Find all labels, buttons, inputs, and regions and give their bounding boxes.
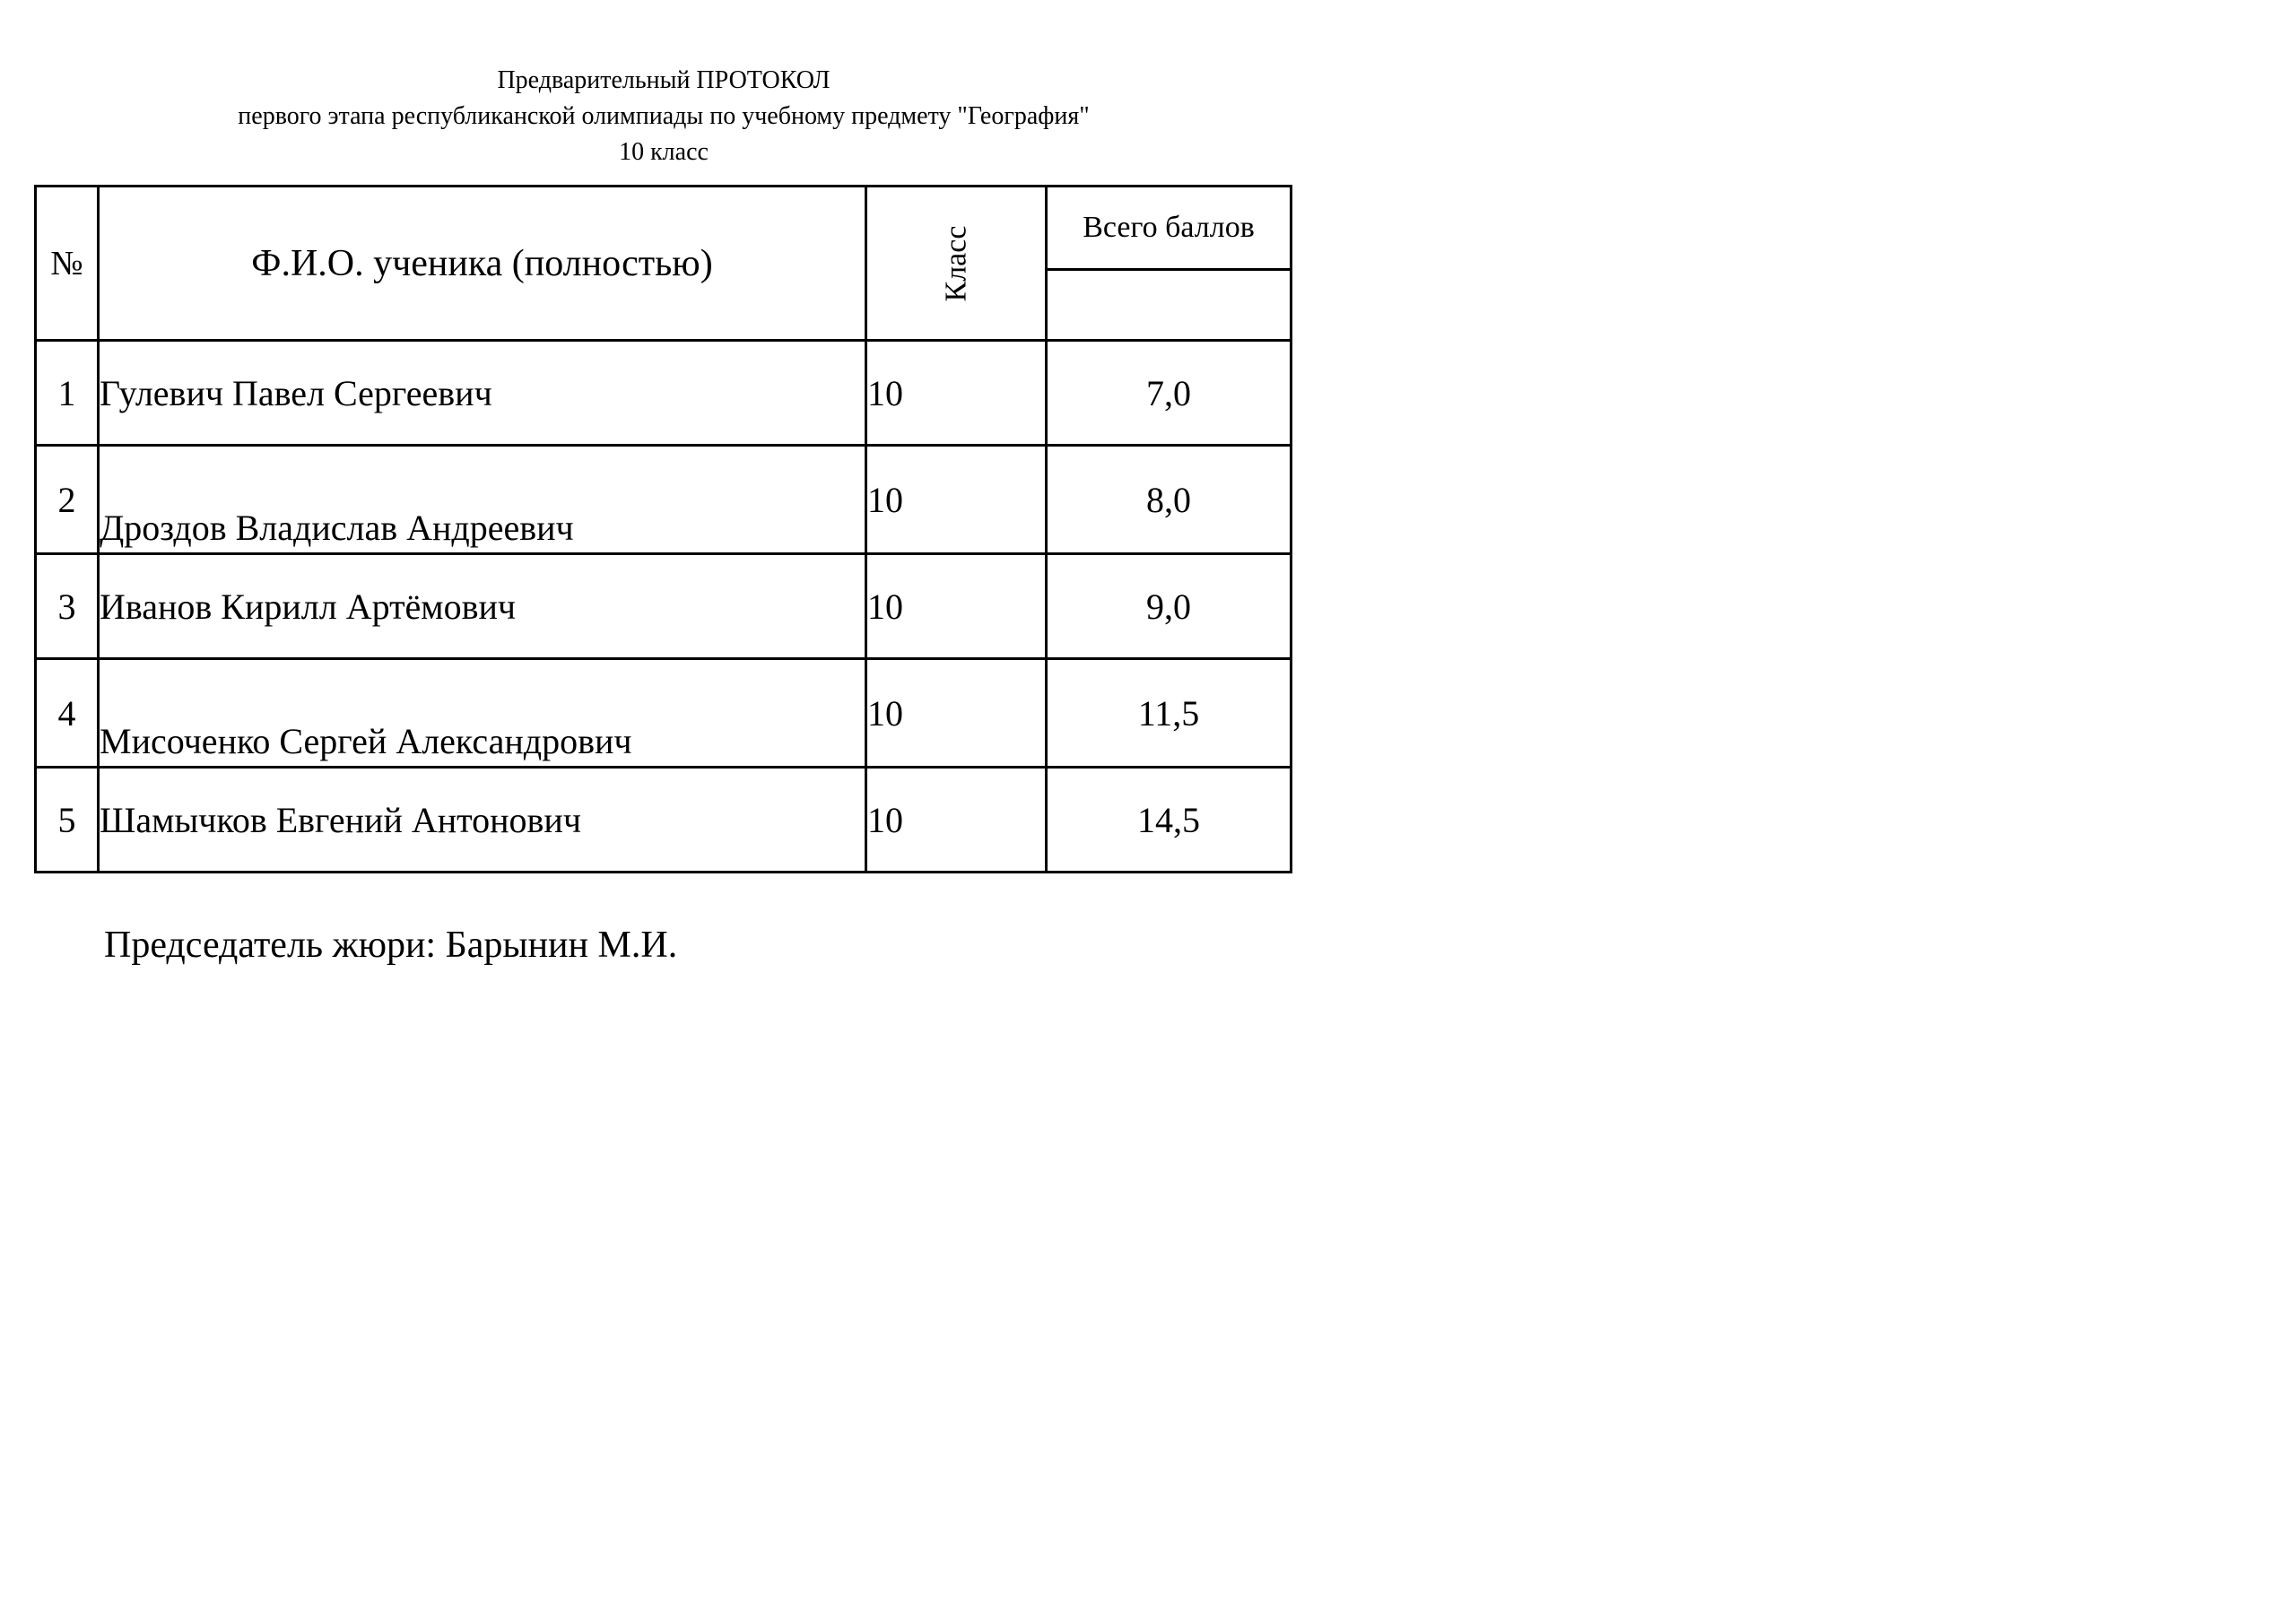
row-student-name: Дроздов Владислав Андреевич (99, 446, 866, 554)
row-class: 10 (866, 768, 1047, 873)
row-class: 10 (866, 341, 1047, 446)
row-class: 10 (866, 659, 1047, 768)
title-line-olympiad: первого этапа республиканской олимпиады по учебному предмету "География" (238, 102, 1090, 130)
row-total-score: 14,5 (1047, 768, 1292, 873)
header-total-score: Всего баллов (1047, 187, 1292, 270)
row-student-name: Шамычков Евгений Антонович (99, 768, 866, 873)
table-row (36, 768, 1292, 873)
row-number: 2 (36, 446, 99, 554)
row-number: 3 (36, 554, 99, 659)
row-class: 10 (866, 446, 1047, 554)
row-number: 1 (36, 341, 99, 446)
header-class (866, 187, 1047, 341)
header-class-label: Класс (938, 225, 972, 301)
title-line-grade: 10 класс (619, 138, 709, 166)
row-total-score: 8,0 (1047, 446, 1292, 554)
table-row (36, 659, 1292, 768)
row-number: 5 (36, 768, 99, 873)
row-class: 10 (866, 554, 1047, 659)
row-total-score: 11,5 (1047, 659, 1292, 768)
row-student-name: Гулевич Павел Сергеевич (99, 341, 866, 446)
row-number: 4 (36, 659, 99, 768)
row-student-name: Мисоченко Сергей Александрович (99, 659, 866, 768)
document-title (36, 63, 1292, 170)
table-row (36, 341, 1292, 446)
table-row (36, 554, 1292, 659)
row-student-name: Иванов Кирилл Артёмович (99, 554, 866, 659)
title-line-protocol: Предварительный ПРОТОКОЛ (497, 66, 831, 94)
table-header-row (36, 187, 1292, 270)
header-total-score-sub (1047, 270, 1292, 341)
row-total-score: 9,0 (1047, 554, 1292, 659)
row-total-score: 7,0 (1047, 341, 1292, 446)
header-full-name: Ф.И.О. ученика (полностью) (99, 187, 866, 341)
header-number: № (36, 187, 99, 341)
results-table (34, 185, 1292, 873)
table-row (36, 446, 1292, 554)
jury-chairman: Председатель жюри: Барынин М.И. (104, 925, 678, 966)
